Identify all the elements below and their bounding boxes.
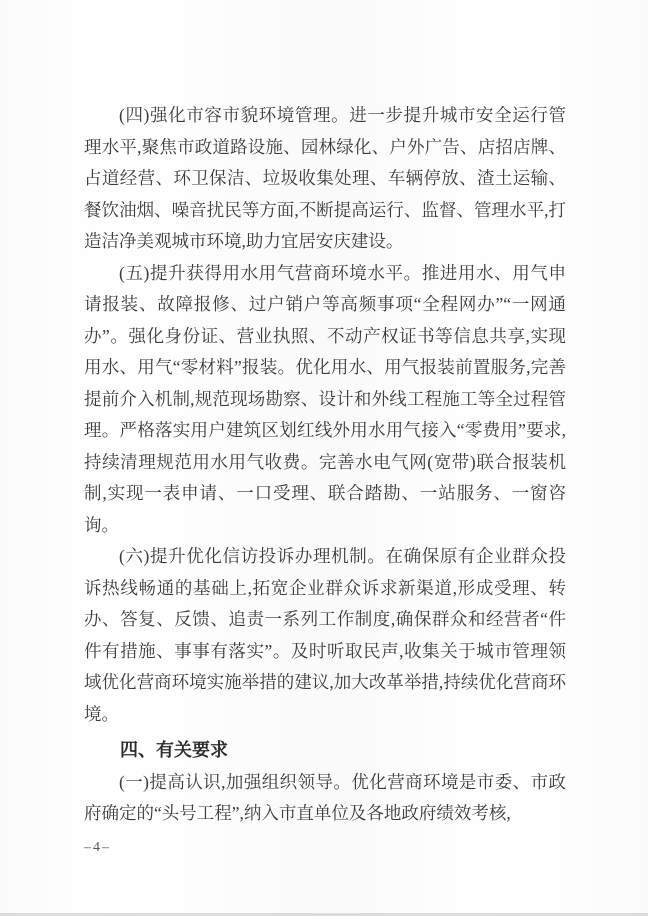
document-body <box>84 100 566 830</box>
paragraph: (六)提升优化信访投诉办理机制。在确保原有企业群众投诉热线畅通的基础上,拓宽企业群众诉求新渠道,形成受理、转办、答复、反馈、追责一系列工作制度,确保群众和经营者“件件有措施、事事有落实”。及时听取民声,收集关于城市管理领域优化营商环境实施举措的建议,加大改革举措,持续优化营商环境。 <box>84 546 566 724</box>
paragraph: (一)提高认识,加强组织领导。优化营商环境是市委、市政府确定的“头号工程”,纳入市直单位及各地政府绩效考核, <box>84 771 566 823</box>
section-heading: 四、有关要求 <box>120 740 228 760</box>
paragraph: (五)提升获得用水用气营商环境水平。推进用水、用气申请报装、故障报修、过户销户等高频事项“全程网办”“一网通办”。强化身份证、营业执照、不动产权证书等信息共享,实现用水、用气“零材料”报装。优化用水、用气报装前置服务,完善提前介入机制,规范现场勘察、设计和外线工程施工等全过程管理。严格落实用户建筑区划红线外用水用气接入“零费用”要求,持续清理规范用水用气收费。完善水电气网(宽带)联合报装机制,实现一表申请、一口受理、联合踏勘、一站服务、一窗咨询。 <box>84 262 566 535</box>
page-number: –4– <box>84 840 111 855</box>
paragraph: (四)强化市容市貌环境管理。进一步提升城市安全运行管理水平,聚焦市政道路设施、园林绿化、户外广告、店招店牌、占道经营、环卫保洁、垃圾收集处理、车辆停放、渣土运输、餐饮油烟、噪音扰民等方面,不断提高运行、监督、管理水平,打造洁净美观城市环境,助力宜居安庆建设。 <box>84 105 566 251</box>
